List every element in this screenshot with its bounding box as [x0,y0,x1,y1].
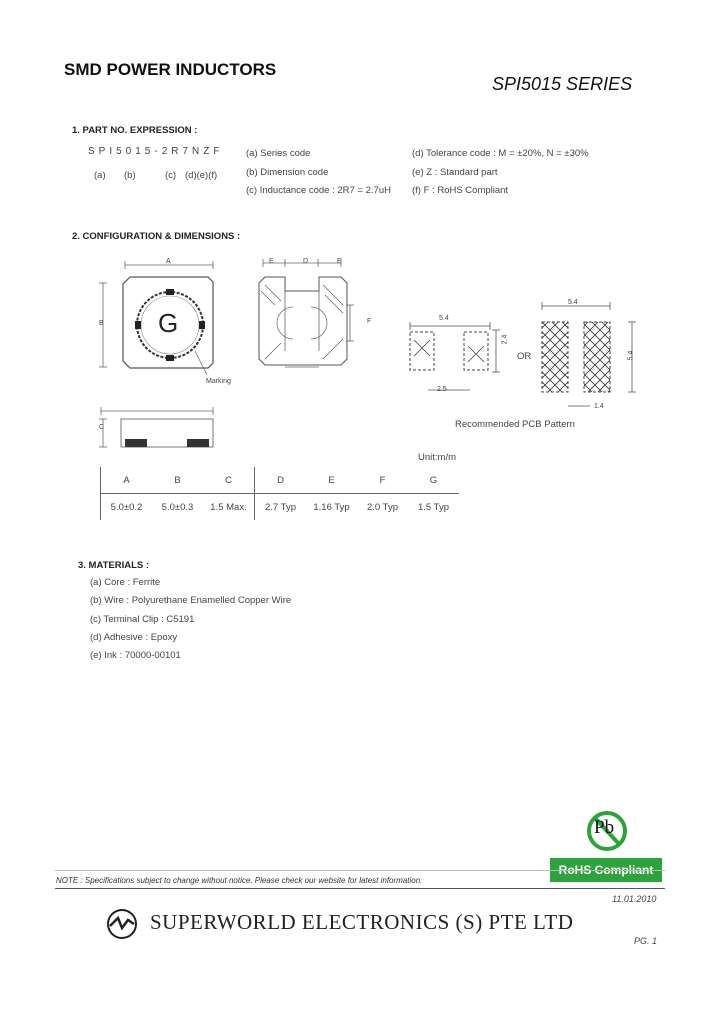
material-item-e: (e) Ink : 70000-00101 [90,650,181,661]
marker-def: (d)(e)(f) [185,170,218,181]
dim-label-a: A [166,258,171,265]
value-cell-a: 5.0±0.2 [101,494,153,521]
company-logo-icon [104,908,140,940]
value-cell-g: 1.5 Typ [418,501,449,513]
part-number-code: SPI5015-2R7NZF [88,146,224,157]
header-cell-f: F [357,467,408,494]
value-cell-b: 5.0±0.3 [161,501,194,513]
part-item-a: (a) Series code [246,148,311,159]
dim-label-f: F [367,318,372,325]
pcb-dim-14: 1.4 [594,403,604,410]
pcb-dim-54-vertical: 5.4 [627,350,635,361]
bottom-view-drawing [245,255,355,380]
pcb-dim-24: 2.4 [501,334,509,345]
pcb-or-label: OR [517,351,532,362]
pcb-dim-25: 2.5 [437,386,447,393]
side-view-drawing [95,405,220,455]
dim-label-e-left: E [269,258,274,265]
header-cell-c: C [203,467,255,494]
dimensions-table [100,467,459,520]
config-heading: 2. CONFIGURATION & DIMENSIONS : [72,231,241,242]
series-name: SPI5015 SERIES [492,74,633,94]
marker-a: (a) [94,170,106,181]
header-cell-a: A [101,467,153,494]
page-number: PG. 1 [634,936,658,946]
part-item-b: (b) Dimension code [246,167,329,178]
part-item-f: (f) F : RoHS Compliant [412,185,509,196]
marking-label: Marking [206,378,231,385]
footer-note: NOTE : Specifications subject to change without notice. Please check our website for latest information. [56,876,423,885]
pcb-dim-54-left: 5.4 [439,315,449,322]
header-cell-d: D [255,467,307,494]
dimensions-value-row [101,494,460,521]
material-item-b: (b) Wire : Polyurethane Enamelled Copper Wire [90,595,292,606]
part-item-e: (e) Z : Standard part [412,167,498,178]
header-cell-g: G [408,467,459,494]
material-item-a: (a) Core : Ferrite [90,577,161,588]
value-cell-d: 2.7 Typ [265,501,296,513]
dim-label-c: C [99,424,105,431]
document-title: SMD POWER INDUCTORS [64,60,277,79]
part-item-d: (d) Tolerance code : M = ±20%, N = ±30% [412,148,589,159]
dim-label-d: D [303,258,309,265]
footer-divider-top [55,870,665,871]
marker-c: (c) [165,170,177,181]
dimensions-header-row [101,467,460,494]
company-name: SUPERWORLD ELECTRONICS (S) PTE LTD [150,910,574,934]
dim-label-e-right: E [337,258,342,265]
dim-label-b: B [99,320,104,327]
value-cell-c: 1.5 Max. [203,494,255,521]
material-item-d: (d) Adhesive : Epoxy [90,632,178,643]
part-item-c: (c) Inductance code : 2R7 = 2.7uH [246,185,391,196]
document-date: 11.01.2010 [612,894,657,904]
rohs-badge: RoHS Compliant [550,858,662,882]
header-cell-e: E [306,467,357,494]
material-item-c: (c) Terminal Clip : C5191 [90,614,195,625]
unit-label: Unit:m/m [418,452,456,463]
pb-symbol-label: Pb [594,817,615,838]
part-no-heading: 1. PART NO. EXPRESSION : [72,125,198,136]
pcb-dim-54-top: 5.4 [568,299,578,306]
header-cell-b: B [152,467,203,494]
marker-b: (b) [124,170,136,181]
value-cell-f: 2.0 Typ [367,501,398,513]
value-cell-e: 1.16 Typ [313,501,350,513]
materials-heading: 3. MATERIALS : [78,560,150,571]
g-marking-label: G [158,308,179,338]
pcb-caption: Recommended PCB Pattern [455,419,575,430]
footer-divider [55,888,665,889]
